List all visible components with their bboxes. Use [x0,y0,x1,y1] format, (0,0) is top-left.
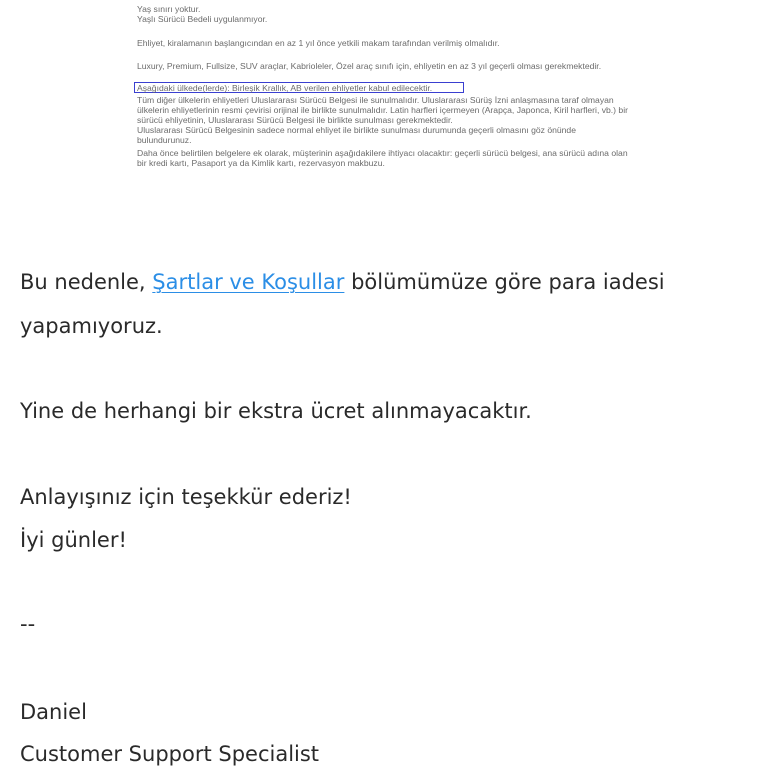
signature-name: Daniel [20,700,87,724]
good-day-line: İyi günler! [20,528,127,552]
terms-line: ülkelerin ehliyetlerinin resmi çevirisi orijinal ile birlikte sunulmalıdır. Latin harfleri içermeyen (Arapça, Japonca, Kiril harfleri, vb.) bir [137,105,628,115]
terms-line: Daha önce belirtilen belgelere ek olarak, müşterinin aşağıdakilere ihtiyacı olacaktır: geçerli sürücü belgesi, ana sürücü adına olan [137,148,628,158]
refund-suffix: bölümümüze göre para iadesi [344,270,665,294]
refund-paragraph-line2: yapamıyoruz. [20,314,163,338]
signature-title: Customer Support Specialist [20,742,320,766]
no-fee-paragraph: Yine de herhangi bir ekstra ücret alınmayacaktır. [20,399,532,423]
terms-line: Yaşlı Sürücü Bedeli uygulanmıyor. [137,14,268,24]
terms-line: bir kredi kartı, Pasaport ya da Kimlik kartı, rezervasyon makbuzu. [137,158,385,168]
terms-line: Uluslararası Sürücü Belgesinin sadece normal ehliyet ile birlikte sunulması durumunda geçerli olmasını göz önünde [137,125,576,135]
terms-line: sürücü ehliyetinin, Uluslararası Sürücü Belgesi ile birlikte sunulması gerekmektedir. [137,115,453,125]
terms-line: Ehliyet, kiralamanın başlangıcından en az 1 yıl önce yetkili makam tarafından verilmiş olmalıdır. [137,38,500,48]
terms-line-highlighted: Aşağıdaki ülkede(lerde): Birleşik Krallık, AB verilen ehliyetler kabul edilecektir. [137,83,433,93]
terms-line: Yaş sınırı yoktur. [137,4,201,14]
terms-line: bulundurunuz. [137,135,192,145]
signature-separator: -- [20,612,36,636]
refund-paragraph [20,270,665,294]
embedded-terms-screenshot [130,0,720,190]
thanks-line: Anlayışınız için teşekkür ederiz! [20,485,352,509]
terms-line: Luxury, Premium, Fullsize, SUV araçlar, Kabrioleler, Özel araç sınıfı için, ehliyetin en az 3 yıl geçerli olması gerekmektedir. [137,61,602,71]
refund-prefix: Bu nedenle, [20,270,153,294]
terms-and-conditions-link[interactable]: Şartlar ve Koşullar [152,270,345,294]
terms-line: Tüm diğer ülkelerin ehliyetleri Uluslararası Sürücü Belgesi ile sunulmalıdır. Uluslararası Sürüş İzni anlaşmasına taraf olmayan [137,95,614,105]
